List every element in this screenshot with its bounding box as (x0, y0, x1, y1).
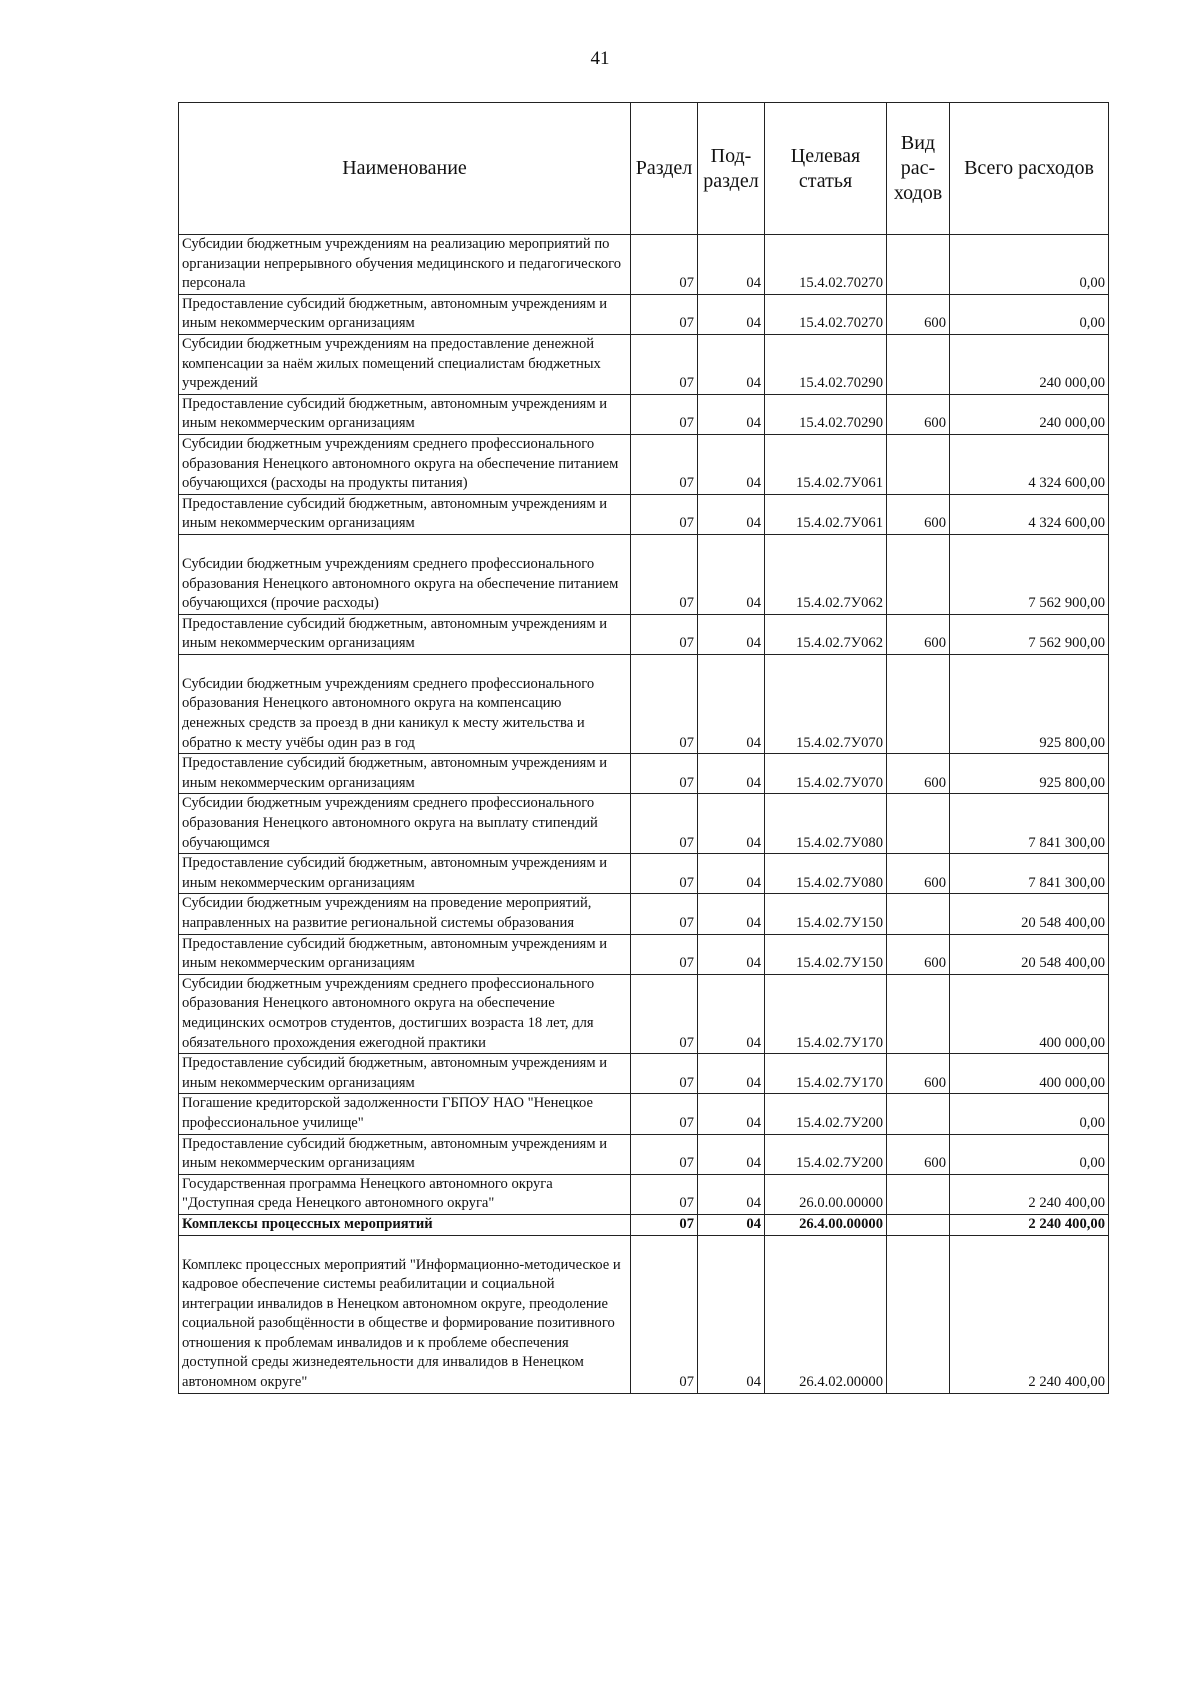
table-row (179, 614, 1109, 654)
row-subsection-cell: 04 (698, 494, 765, 534)
row-target-cell: 26.4.00.00000 (765, 1214, 887, 1235)
row-type-cell: 600 (887, 854, 950, 894)
header-expense-type (887, 103, 950, 235)
row-target-cell: 15.4.02.7У170 (765, 1054, 887, 1094)
row-target-cell: 15.4.02.7У070 (765, 754, 887, 794)
row-total-cell: 2 240 400,00 (950, 1214, 1109, 1235)
row-name-cell: Комплекс процессных мероприятий "Информационно-методическое и кадровое обеспечение системы реабилитации и социальной интеграции инвалидов в Ненецком автономном округе, преодоление социальной разобщённости в обществе и формирование позитивного отношения к проблемам инвалидов и к проблеме обеспечения доступной среды жизнедеятельности для инвалидов в Ненецком автономном округе" (179, 1235, 631, 1393)
row-name-cell: Предоставление субсидий бюджетным, автономным учреждениям и иным некоммерческим организациям (179, 1134, 631, 1174)
row-section-cell: 07 (631, 334, 698, 394)
row-target-cell: 15.4.02.7У062 (765, 534, 887, 614)
row-name-cell: Комплексы процессных мероприятий (179, 1214, 631, 1235)
row-name-cell: Субсидии бюджетным учреждениям на предоставление денежной компенсации за наём жилых помещений специалистам бюджетных учреждений (179, 334, 631, 394)
row-total-cell: 20 548 400,00 (950, 894, 1109, 934)
row-name-cell: Субсидии бюджетным учреждениям среднего профессионального образования Ненецкого автономного округа на выплату стипендий обучающимся (179, 794, 631, 854)
row-subsection-cell: 04 (698, 1174, 765, 1214)
table-row (179, 394, 1109, 434)
page-number: 41 (590, 48, 610, 69)
row-subsection-cell: 04 (698, 1235, 765, 1393)
row-section-cell: 07 (631, 894, 698, 934)
header-type-line-3: ходов (893, 182, 943, 204)
row-name-cell: Субсидии бюджетным учреждениям среднего профессионального образования Ненецкого автономного округа на обеспечение питанием обучающихся (прочие расходы) (179, 534, 631, 614)
row-section-cell: 07 (631, 394, 698, 434)
row-target-cell: 15.4.02.7У070 (765, 654, 887, 753)
table-row (179, 1174, 1109, 1214)
table-row (179, 754, 1109, 794)
row-type-cell (887, 1214, 950, 1235)
row-type-cell (887, 1235, 950, 1393)
row-subsection-cell: 04 (698, 394, 765, 434)
row-subsection-cell: 04 (698, 794, 765, 854)
row-name-cell: Предоставление субсидий бюджетным, автономным учреждениям и иным некоммерческим организациям (179, 294, 631, 334)
row-type-cell (887, 974, 950, 1053)
row-target-cell: 15.4.02.7У200 (765, 1094, 887, 1134)
row-subsection-cell: 04 (698, 294, 765, 334)
table-row (179, 1235, 1109, 1393)
row-target-cell: 15.4.02.70290 (765, 394, 887, 434)
row-section-cell: 07 (631, 1214, 698, 1235)
row-target-cell: 15.4.02.70270 (765, 235, 887, 295)
table-row (179, 654, 1109, 753)
row-target-cell: 15.4.02.7У150 (765, 934, 887, 974)
row-type-cell (887, 894, 950, 934)
row-subsection-cell: 04 (698, 754, 765, 794)
row-section-cell: 07 (631, 934, 698, 974)
row-subsection-cell: 04 (698, 854, 765, 894)
row-total-cell: 925 800,00 (950, 654, 1109, 753)
header-target-line-2: статья (798, 169, 853, 192)
table-row (179, 534, 1109, 614)
row-subsection-cell: 04 (698, 974, 765, 1053)
row-total-cell: 7 841 300,00 (950, 854, 1109, 894)
row-section-cell: 07 (631, 294, 698, 334)
table-row (179, 235, 1109, 295)
row-total-cell: 0,00 (950, 235, 1109, 295)
row-target-cell: 26.0.00.00000 (765, 1174, 887, 1214)
row-type-cell: 600 (887, 934, 950, 974)
row-section-cell: 07 (631, 1054, 698, 1094)
row-subsection-cell: 04 (698, 334, 765, 394)
row-total-cell: 0,00 (950, 1134, 1109, 1174)
row-name-cell: Предоставление субсидий бюджетным, автономным учреждениям и иным некоммерческим организациям (179, 1054, 631, 1094)
row-subsection-cell: 04 (698, 654, 765, 753)
row-type-cell (887, 334, 950, 394)
row-name-cell: Предоставление субсидий бюджетным, автономным учреждениям и иным некоммерческим организациям (179, 614, 631, 654)
header-type-line-1: Вид (900, 132, 936, 154)
row-name-cell: Предоставление субсидий бюджетным, автономным учреждениям и иным некоммерческим организациям (179, 854, 631, 894)
table-row (179, 1094, 1109, 1134)
row-type-cell (887, 534, 950, 614)
row-section-cell: 07 (631, 654, 698, 753)
table-row (179, 334, 1109, 394)
row-subsection-cell: 04 (698, 434, 765, 494)
header-name: Наименование (179, 103, 631, 235)
row-name-cell: Субсидии бюджетным учреждениям среднего профессионального образования Ненецкого автономного округа на обеспечение питанием обучающихся (расходы на продукты питания) (179, 434, 631, 494)
table-row (179, 1134, 1109, 1174)
row-section-cell: 07 (631, 794, 698, 854)
row-name-cell: Субсидии бюджетным учреждениям среднего профессионального образования Ненецкого автономного округа на обеспечение медицинских осмотров студентов, достигших возраста 18 лет, для обязательного прохождения ежегодной практики (179, 974, 631, 1053)
row-name-cell: Государственная программа Ненецкого автономного округа "Доступная среда Ненецкого автономного округа" (179, 1174, 631, 1214)
table-row (179, 934, 1109, 974)
row-name-cell: Предоставление субсидий бюджетным, автономным учреждениям и иным некоммерческим организациям (179, 494, 631, 534)
row-type-cell: 600 (887, 1054, 950, 1094)
table-header-row (179, 103, 1109, 235)
row-type-cell: 600 (887, 754, 950, 794)
table-row (179, 794, 1109, 854)
row-section-cell: 07 (631, 494, 698, 534)
header-target-line-1: Целевая (790, 144, 861, 167)
row-total-cell: 2 240 400,00 (950, 1174, 1109, 1214)
row-section-cell: 07 (631, 1134, 698, 1174)
row-type-cell (887, 235, 950, 295)
row-section-cell: 07 (631, 854, 698, 894)
row-total-cell: 7 562 900,00 (950, 534, 1109, 614)
row-target-cell: 15.4.02.7У062 (765, 614, 887, 654)
row-type-cell: 600 (887, 394, 950, 434)
row-subsection-cell: 04 (698, 614, 765, 654)
row-total-cell: 2 240 400,00 (950, 1235, 1109, 1393)
row-total-cell: 240 000,00 (950, 334, 1109, 394)
row-section-cell: 07 (631, 754, 698, 794)
row-section-cell: 07 (631, 974, 698, 1053)
row-name-cell: Предоставление субсидий бюджетным, автономным учреждениям и иным некоммерческим организациям (179, 754, 631, 794)
row-total-cell: 4 324 600,00 (950, 434, 1109, 494)
row-name-cell: Субсидии бюджетным учреждениям на реализацию мероприятий по организации непрерывного обучения медицинского и педагогического персонала (179, 235, 631, 295)
row-target-cell: 15.4.02.70290 (765, 334, 887, 394)
row-section-cell: 07 (631, 1235, 698, 1393)
row-target-cell: 15.4.02.7У170 (765, 974, 887, 1053)
header-subsection (698, 103, 765, 235)
table-row (179, 1214, 1109, 1235)
row-subsection-cell: 04 (698, 235, 765, 295)
row-type-cell: 600 (887, 614, 950, 654)
row-subsection-cell: 04 (698, 934, 765, 974)
row-name-cell: Предоставление субсидий бюджетным, автономным учреждениям и иным некоммерческим организациям (179, 394, 631, 434)
row-target-cell: 26.4.02.00000 (765, 1235, 887, 1393)
row-subsection-cell: 04 (698, 894, 765, 934)
row-target-cell: 15.4.02.7У061 (765, 494, 887, 534)
table-row (179, 894, 1109, 934)
row-total-cell: 20 548 400,00 (950, 934, 1109, 974)
row-target-cell: 15.4.02.7У061 (765, 434, 887, 494)
table-row (179, 294, 1109, 334)
row-type-cell (887, 654, 950, 753)
row-total-cell: 400 000,00 (950, 974, 1109, 1053)
row-subsection-cell: 04 (698, 1214, 765, 1235)
row-section-cell: 07 (631, 1174, 698, 1214)
table-row (179, 1054, 1109, 1094)
header-total: Всего расходов (950, 103, 1109, 235)
header-subsection-line-2: раздел (703, 169, 759, 192)
row-target-cell: 15.4.02.7У080 (765, 854, 887, 894)
row-total-cell: 7 562 900,00 (950, 614, 1109, 654)
table-body (179, 235, 1109, 1394)
row-subsection-cell: 04 (698, 1054, 765, 1094)
header-subsection-line-1: Под- (710, 144, 752, 167)
row-subsection-cell: 04 (698, 1134, 765, 1174)
row-type-cell: 600 (887, 494, 950, 534)
row-target-cell: 15.4.02.7У200 (765, 1134, 887, 1174)
row-type-cell: 600 (887, 1134, 950, 1174)
row-type-cell (887, 1094, 950, 1134)
row-name-cell: Погашение кредиторской задолженности ГБПОУ НАО "Ненецкое профессиональное училище" (179, 1094, 631, 1134)
row-section-cell: 07 (631, 614, 698, 654)
table-row (179, 434, 1109, 494)
row-section-cell: 07 (631, 1094, 698, 1134)
row-subsection-cell: 04 (698, 534, 765, 614)
row-section-cell: 07 (631, 534, 698, 614)
row-total-cell: 7 841 300,00 (950, 794, 1109, 854)
row-target-cell: 15.4.02.7У150 (765, 894, 887, 934)
row-total-cell: 240 000,00 (950, 394, 1109, 434)
row-subsection-cell: 04 (698, 1094, 765, 1134)
header-section: Раздел (631, 103, 698, 235)
budget-table (178, 102, 1109, 1394)
table-row (179, 974, 1109, 1053)
row-total-cell: 400 000,00 (950, 1054, 1109, 1094)
row-total-cell: 4 324 600,00 (950, 494, 1109, 534)
row-section-cell: 07 (631, 434, 698, 494)
row-type-cell: 600 (887, 294, 950, 334)
table-row (179, 854, 1109, 894)
row-total-cell: 0,00 (950, 294, 1109, 334)
row-type-cell (887, 1174, 950, 1214)
header-type-line-2: рас- (900, 157, 936, 179)
row-name-cell: Предоставление субсидий бюджетным, автономным учреждениям и иным некоммерческим организациям (179, 934, 631, 974)
row-target-cell: 15.4.02.70270 (765, 294, 887, 334)
row-name-cell: Субсидии бюджетным учреждениям среднего профессионального образования Ненецкого автономного округа на компенсацию денежных средств за проезд в дни каникул к месту жительства и обратно к месту учёбы один раз в год (179, 654, 631, 753)
table-row (179, 494, 1109, 534)
row-name-cell: Субсидии бюджетным учреждениям на проведение мероприятий, направленных на развитие региональной системы образования (179, 894, 631, 934)
row-total-cell: 925 800,00 (950, 754, 1109, 794)
row-target-cell: 15.4.02.7У080 (765, 794, 887, 854)
row-section-cell: 07 (631, 235, 698, 295)
row-type-cell (887, 794, 950, 854)
row-type-cell (887, 434, 950, 494)
row-total-cell: 0,00 (950, 1094, 1109, 1134)
header-target-item (765, 103, 887, 235)
